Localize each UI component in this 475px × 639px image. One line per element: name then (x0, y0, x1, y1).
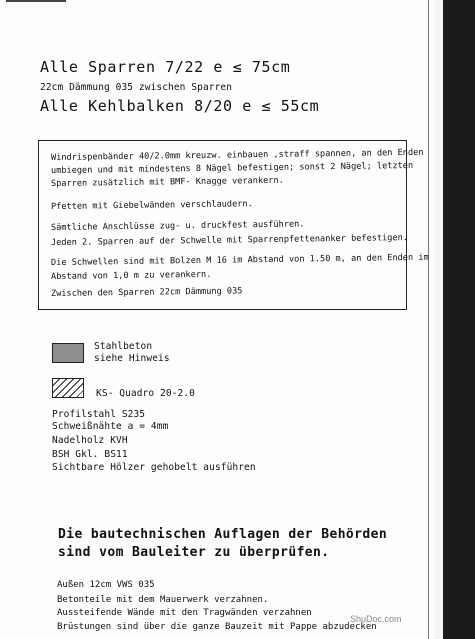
note-line: Zwischen den Sparren 22cm Dämmung 035 (50, 286, 243, 299)
page-edge-line (428, 0, 429, 639)
material-line: BSH Gkl. BS11 (52, 449, 128, 460)
note-line: Sämtliche Anschlüsse zug- u. druckfest ausführen. (50, 219, 305, 233)
bottom-note: Außen 12cm VWS 035 (57, 580, 155, 590)
legend-concrete-label: Stahlbeton (94, 341, 153, 352)
material-line: Nadelholz KVH (52, 435, 128, 446)
note-line: Windrispenbänder 40/2.0mm kreuzw. einbauen ,straff spannen, an den Enden (50, 147, 424, 163)
heading-rafters: Alle Sparren 7/22 e ≤ 75cm (40, 58, 291, 76)
note-line: Die Schwellen sind mit Bolzen M 16 im Abstand von 1.50 m, an den Enden im (50, 252, 429, 268)
material-line: Schweißnähte a = 4mm (52, 421, 169, 432)
bottom-note: Brüstungen sind über die ganze Bauzeit mit Pappe abzudecken (57, 622, 377, 632)
note-line: umbiegen und mit mindestens 8 Nägel befestigen; sonst 2 Nägel; letzten (50, 160, 414, 176)
note-line: Abstand von 1,0 m zu verankern. (50, 269, 212, 282)
material-line: Profilstahl S235 (52, 409, 146, 420)
masonry-hatch-swatch (52, 378, 84, 398)
watermark: ShuDoc.com (350, 614, 402, 624)
bottom-note: Aussteifende Wände mit den Tragwänden verzahnen (57, 608, 312, 618)
note-line: Pfetten mit Giebelwänden verschlaudern. (50, 199, 253, 212)
note-line: Jeden 2. Sparren auf der Schwelle mit Sparrenpfettenanker befestigen. (50, 233, 409, 248)
heading-insulation: 22cm Dämmung 035 zwischen Sparren (40, 82, 233, 93)
scan-border (435, 0, 475, 639)
note-line: Sparren zusätzlich mit BMF- Knagge verankern. (50, 175, 284, 189)
scan-border-strip (435, 0, 443, 639)
legend-masonry-label: KS- Quadro 20-2.0 (96, 388, 195, 399)
notice-line-2: sind vom Bauleiter zu überprüfen. (58, 545, 330, 560)
heading-collar-beams: Alle Kehlbalken 8/20 e ≤ 55cm (40, 97, 320, 115)
bottom-note: Betonteile mit dem Mauerwerk verzahnen. (57, 595, 269, 605)
material-line: Sichtbare Hölzer gehobelt ausführen (52, 462, 256, 473)
legend-concrete-note: siehe Hinweis (94, 353, 170, 364)
scan-mark (6, 0, 66, 2)
notes-box (38, 140, 429, 310)
notice-line-1: Die bautechnischen Auflagen der Behörden (58, 527, 388, 542)
concrete-swatch (52, 343, 84, 363)
